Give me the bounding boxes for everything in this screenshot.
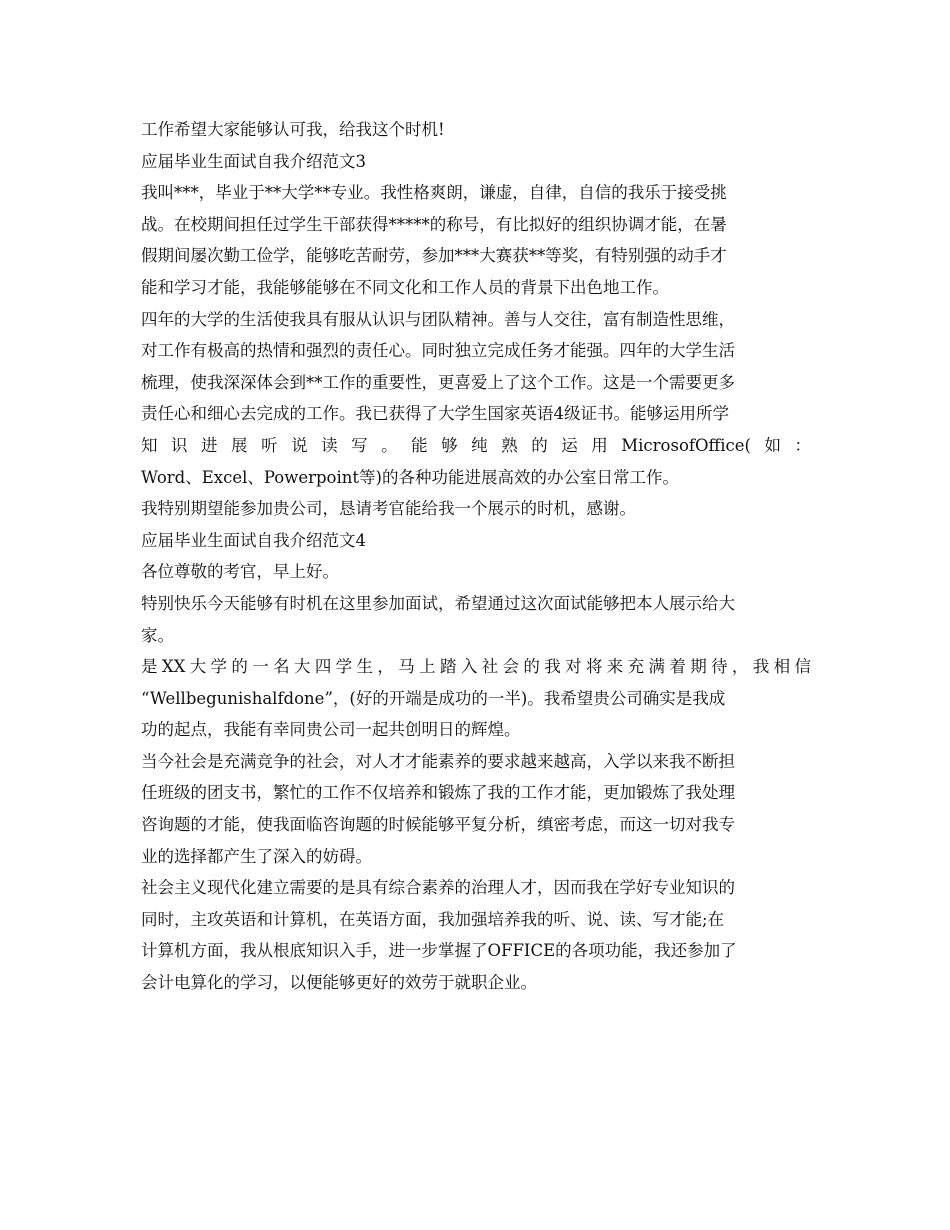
text-line: 社会主义现代化建立需要的是具有综合素养的治理人才，因而我在学好专业知识的 [141, 878, 735, 898]
text-line: 当今社会是充满竞争的社会，对人才才能素养的要求越来越高，入学以来我不断担 [141, 751, 735, 771]
text-line: 同时，主攻英语和计算机，在英语方面，我加强培养我的听、说、读、写才能;在 [141, 909, 725, 929]
spaced-token: 读 [321, 435, 338, 455]
text-line: 对工作有极高的热情和强烈的责任心。同时独立完成任务才能强。四年的大学生活 [141, 341, 735, 361]
text-line: 计算机方面，我从根底知识入手，进一步掌握了OFFICE的各项功能，我还参加了 [141, 941, 737, 961]
spaced-token: 听 [261, 435, 278, 455]
text-line: 我特别期望能参加贵公司，恳请考官能给我一个展示的时机，感谢。 [141, 499, 636, 519]
spaced-token: ： [794, 435, 811, 455]
spaced-token: 够 [441, 435, 458, 455]
text-line: 业的选择都产生了深入的妨碍。 [141, 846, 372, 866]
spaced-token: 写 [351, 435, 368, 455]
text-line: 会计电算化的学习，以便能够更好的效劳于就职企业。 [141, 973, 537, 993]
spaced-token: 说 [291, 435, 308, 455]
spaced-token: 用 [591, 435, 608, 455]
spaced-token: 知 [141, 435, 158, 455]
spaced-token: 展 [231, 435, 248, 455]
text-line: 任班级的团支书，繁忙的工作不仅培养和锻炼了我的工作才能，更加锻炼了我处理 [141, 783, 735, 803]
section-heading: 应届毕业生面试自我介绍范文4 [141, 530, 366, 550]
text-line: 家。 [141, 625, 174, 645]
text-line: 战。在校期间担任过学生干部获得*****的称号，有比拟好的组织协调才能，在暑 [141, 214, 727, 234]
text-line: 梳理，使我深深体会到**工作的重要性，更喜爱上了这个工作。这是一个需要更多 [141, 372, 735, 392]
text-line: 是XX大学的一名大四学生，马上踏入社会的我对将来充满着期待，我相信 [141, 657, 811, 677]
spaced-token: 纯 [471, 435, 488, 455]
text-line: 我叫***，毕业于**大学**专业。我性格爽朗，谦虚，自律，自信的我乐于接受挑 [141, 183, 727, 203]
text-line: 工作希望大家能够认可我，给我这个时机! [141, 120, 445, 139]
text-line: 假期间屡次勤工俭学，能够吃苦耐劳，参加***大赛获**等奖，有特别强的动手才 [141, 246, 727, 266]
text-line: Word、Excel、Powerpoint等)的各种功能进展高效的办公室日常工作。 [141, 467, 679, 487]
text-line: 责任心和细心去完成的工作。我已获得了大学生国家英语4级证书。能够运用所学 [141, 404, 729, 424]
text-line: 各位尊敬的考官，早上好。 [141, 562, 339, 582]
spaced-token: 熟 [501, 435, 518, 455]
spaced-token: 能 [411, 435, 428, 455]
text-line: 四年的大学的生活使我具有服从认识与团队精神。善与人交往，富有制造性思维， [141, 309, 735, 329]
spaced-token: 运 [561, 435, 578, 455]
spaced-token: 的 [531, 435, 548, 455]
text-line: 咨询题的才能，使我面临咨询题的时候能够平复分析，缜密考虑，而这一切对我专 [141, 815, 735, 835]
spaced-token: 。 [381, 435, 398, 455]
spaced-token: 进 [201, 435, 218, 455]
spaced-token: MicrosofOffice( [621, 435, 751, 455]
document-body [141, 114, 811, 999]
text-line: “Wellbegunishalfdone”，(好的开端是成功的一半)。我希望贵公司确实是我成 [141, 688, 726, 708]
spaced-token: 识 [171, 435, 188, 455]
text-line: 功的起点，我能有幸同贵公司一起共创明日的辉煌。 [141, 720, 521, 740]
spaced-token: 如 [764, 435, 781, 455]
text-line: 能和学习才能，我能够能够在不同文化和工作人员的背景下出色地工作。 [141, 277, 669, 297]
section-heading: 应届毕业生面试自我介绍范文3 [141, 151, 366, 171]
spaced-text-line [141, 430, 811, 462]
text-line: 特别快乐今天能够有时机在这里参加面试，希望通过这次面试能够把本人展示给大 [141, 593, 735, 613]
